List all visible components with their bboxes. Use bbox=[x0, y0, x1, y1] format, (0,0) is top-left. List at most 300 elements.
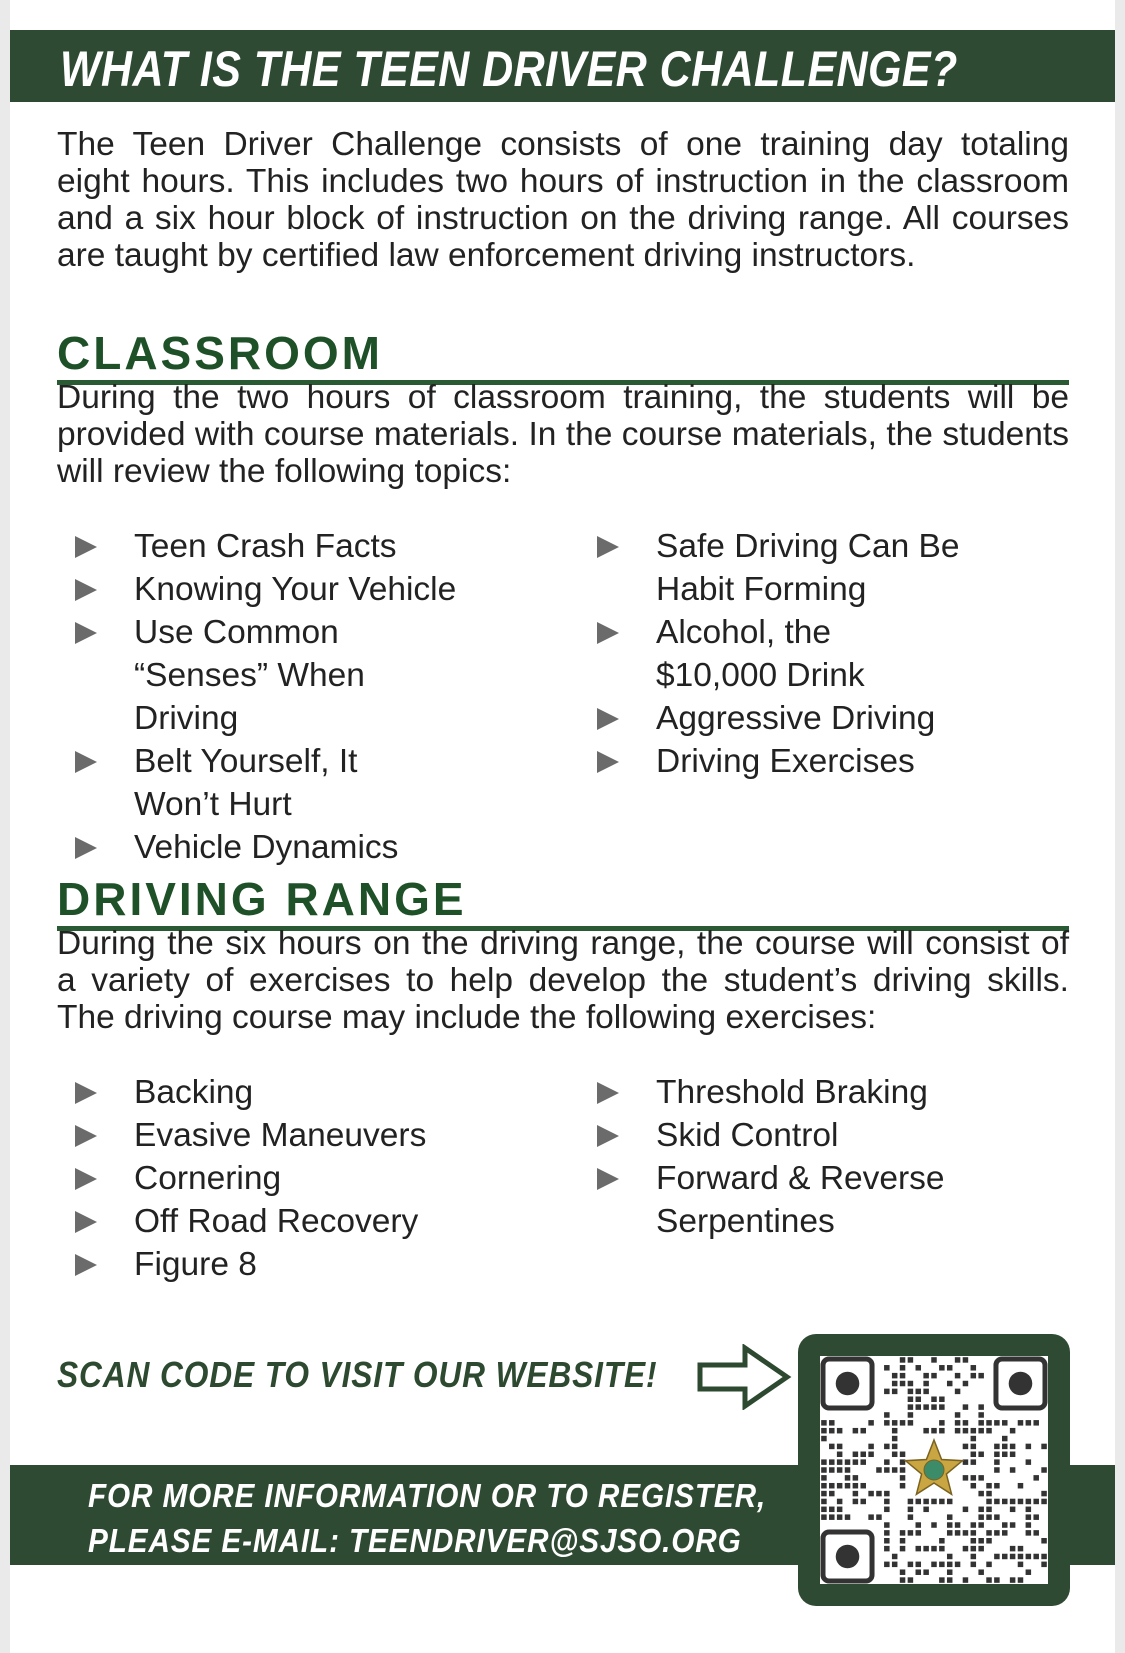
qr-module bbox=[1033, 1514, 1039, 1520]
list-item: Threshold Braking bbox=[597, 1071, 1037, 1114]
qr-module bbox=[868, 1452, 874, 1458]
qr-module bbox=[994, 1499, 1000, 1505]
qr-module bbox=[853, 1475, 859, 1481]
qr-module bbox=[916, 1404, 922, 1410]
qr-finder-pattern bbox=[823, 1532, 872, 1581]
qr-module bbox=[971, 1562, 977, 1568]
qr-module bbox=[884, 1365, 890, 1371]
qr-module bbox=[955, 1420, 961, 1426]
qr-module bbox=[853, 1459, 859, 1465]
qr-module bbox=[994, 1483, 1000, 1489]
qr-module bbox=[829, 1428, 835, 1434]
qr-module bbox=[892, 1444, 898, 1450]
qr-module bbox=[884, 1499, 890, 1505]
qr-module bbox=[955, 1522, 961, 1528]
qr-module bbox=[821, 1420, 827, 1426]
triangle-right-icon bbox=[597, 751, 619, 773]
qr-module bbox=[978, 1507, 984, 1513]
qr-module bbox=[923, 1389, 929, 1395]
qr-module bbox=[931, 1428, 937, 1434]
qr-module bbox=[884, 1562, 890, 1568]
qr-module bbox=[908, 1577, 914, 1583]
list-item: Cornering bbox=[75, 1157, 515, 1200]
qr-module bbox=[971, 1530, 977, 1536]
qr-module bbox=[884, 1444, 890, 1450]
qr-module bbox=[986, 1514, 992, 1520]
qr-module bbox=[908, 1530, 914, 1536]
qr-module bbox=[916, 1546, 922, 1552]
qr-module bbox=[1018, 1483, 1024, 1489]
qr-module bbox=[978, 1538, 984, 1544]
qr-module bbox=[821, 1428, 827, 1434]
qr-module bbox=[1026, 1499, 1032, 1505]
qr-module bbox=[931, 1562, 937, 1568]
qr-module bbox=[845, 1514, 851, 1520]
qr-module bbox=[978, 1373, 984, 1379]
qr-module bbox=[821, 1507, 827, 1513]
qr-module bbox=[1041, 1467, 1047, 1473]
qr-module bbox=[829, 1507, 835, 1513]
qr-module bbox=[939, 1396, 945, 1402]
list-item: Teen Crash Facts bbox=[75, 525, 515, 568]
qr-module bbox=[900, 1420, 906, 1426]
triangle-right-icon bbox=[597, 536, 619, 558]
qr-module bbox=[986, 1499, 992, 1505]
qr-module bbox=[853, 1483, 859, 1489]
qr-module bbox=[939, 1404, 945, 1410]
qr-module bbox=[939, 1499, 945, 1505]
qr-module bbox=[947, 1562, 953, 1568]
qr-module bbox=[923, 1404, 929, 1410]
qr-module bbox=[971, 1522, 977, 1528]
triangle-right-icon bbox=[75, 751, 97, 773]
qr-module bbox=[978, 1428, 984, 1434]
qr-module bbox=[947, 1554, 953, 1560]
qr-module bbox=[963, 1475, 969, 1481]
qr-module bbox=[837, 1444, 843, 1450]
qr-module bbox=[978, 1404, 984, 1410]
qr-module bbox=[837, 1459, 843, 1465]
qr-module bbox=[837, 1514, 843, 1520]
qr-module bbox=[971, 1365, 977, 1371]
qr-module bbox=[884, 1530, 890, 1536]
qr-module bbox=[978, 1420, 984, 1426]
qr-module bbox=[994, 1420, 1000, 1426]
qr-module bbox=[1026, 1459, 1032, 1465]
qr-module bbox=[853, 1452, 859, 1458]
qr-module bbox=[1033, 1554, 1039, 1560]
qr-module bbox=[939, 1428, 945, 1434]
qr-module bbox=[963, 1546, 969, 1552]
qr-module bbox=[837, 1428, 843, 1434]
qr-module bbox=[900, 1577, 906, 1583]
qr-module bbox=[892, 1381, 898, 1387]
qr-module bbox=[1041, 1562, 1047, 1568]
classroom-heading: CLASSROOM bbox=[57, 330, 1069, 385]
qr-module bbox=[900, 1483, 906, 1489]
qr-module bbox=[829, 1420, 835, 1426]
qr-module bbox=[1026, 1530, 1032, 1536]
triangle-right-icon bbox=[597, 1168, 619, 1190]
qr-module bbox=[931, 1499, 937, 1505]
qr-module bbox=[829, 1491, 835, 1497]
qr-module bbox=[986, 1538, 992, 1544]
qr-module bbox=[971, 1373, 977, 1379]
qr-module bbox=[978, 1546, 984, 1552]
qr-module bbox=[1002, 1444, 1008, 1450]
qr-module bbox=[971, 1554, 977, 1560]
triangle-right-icon bbox=[75, 536, 97, 558]
qr-module bbox=[1002, 1554, 1008, 1560]
qr-module bbox=[1018, 1499, 1024, 1505]
list-item: Skid Control bbox=[597, 1114, 1037, 1157]
list-item: Belt Yourself, It Won’t Hurt bbox=[75, 740, 434, 826]
list-item: Figure 8 bbox=[75, 1243, 515, 1286]
triangle-right-icon bbox=[75, 622, 97, 644]
qr-module bbox=[1010, 1507, 1016, 1513]
qr-module bbox=[845, 1475, 851, 1481]
sheriff-star-badge-icon bbox=[906, 1440, 963, 1494]
qr-module bbox=[884, 1467, 890, 1473]
qr-module bbox=[821, 1483, 827, 1489]
qr-module bbox=[971, 1436, 977, 1442]
qr-module bbox=[900, 1365, 906, 1371]
qr-module bbox=[963, 1404, 969, 1410]
qr-module bbox=[821, 1459, 827, 1465]
qr-module bbox=[900, 1538, 906, 1544]
qr-module bbox=[900, 1530, 906, 1536]
qr-module bbox=[971, 1538, 977, 1544]
qr-module bbox=[923, 1546, 929, 1552]
qr-module bbox=[971, 1459, 977, 1465]
qr-module bbox=[908, 1499, 914, 1505]
qr-module bbox=[963, 1577, 969, 1583]
qr-module bbox=[1041, 1554, 1047, 1560]
qr-module bbox=[1041, 1538, 1047, 1544]
qr-module bbox=[986, 1483, 992, 1489]
qr-module bbox=[986, 1507, 992, 1513]
qr-module bbox=[876, 1514, 882, 1520]
qr-module bbox=[892, 1467, 898, 1473]
qr-module bbox=[908, 1381, 914, 1387]
triangle-right-icon bbox=[75, 579, 97, 601]
qr-finder-pattern bbox=[823, 1359, 872, 1408]
triangle-right-icon bbox=[597, 622, 619, 644]
driving-range-heading: DRIVING RANGE bbox=[57, 876, 1069, 931]
qr-module bbox=[1002, 1420, 1008, 1426]
qr-module bbox=[986, 1562, 992, 1568]
qr-module bbox=[947, 1514, 953, 1520]
qr-module bbox=[821, 1475, 827, 1481]
qr-module bbox=[1026, 1569, 1032, 1575]
qr-module bbox=[978, 1412, 984, 1418]
qr-finder-pattern bbox=[996, 1359, 1045, 1408]
qr-module bbox=[829, 1514, 835, 1520]
qr-module bbox=[986, 1530, 992, 1536]
triangle-right-icon bbox=[75, 1254, 97, 1276]
list-item: Off Road Recovery bbox=[75, 1200, 515, 1243]
qr-module bbox=[947, 1569, 953, 1575]
qr-module bbox=[821, 1467, 827, 1473]
qr-module bbox=[994, 1467, 1000, 1473]
qr-module bbox=[892, 1389, 898, 1395]
triangle-right-icon bbox=[75, 1211, 97, 1233]
qr-module bbox=[971, 1475, 977, 1481]
qr-module bbox=[1026, 1514, 1032, 1520]
qr-module bbox=[931, 1357, 937, 1363]
qr-module bbox=[829, 1467, 835, 1473]
list-item: Backing bbox=[75, 1071, 515, 1114]
qr-module bbox=[923, 1499, 929, 1505]
qr-module bbox=[908, 1420, 914, 1426]
qr-module bbox=[1010, 1522, 1016, 1528]
qr-module bbox=[908, 1514, 914, 1520]
qr-module bbox=[900, 1546, 906, 1552]
qr-module bbox=[923, 1373, 929, 1379]
qr-module bbox=[916, 1389, 922, 1395]
list-item: Evasive Maneuvers bbox=[75, 1114, 515, 1157]
qr-module bbox=[868, 1420, 874, 1426]
qr-module bbox=[1018, 1420, 1024, 1426]
qr-module bbox=[900, 1569, 906, 1575]
qr-module bbox=[884, 1538, 890, 1544]
scan-code-callout: SCAN CODE TO VISIT OUR WEBSITE! bbox=[57, 1354, 658, 1395]
qr-module bbox=[939, 1562, 945, 1568]
list-item: Alcohol, the $10,000 Drink bbox=[597, 611, 926, 697]
qr-module bbox=[986, 1420, 992, 1426]
qr-module bbox=[908, 1412, 914, 1418]
triangle-right-icon bbox=[75, 1125, 97, 1147]
qr-module bbox=[994, 1530, 1000, 1536]
qr-module bbox=[1002, 1499, 1008, 1505]
qr-module bbox=[1018, 1577, 1024, 1583]
qr-code-frame bbox=[798, 1334, 1070, 1606]
qr-module bbox=[963, 1507, 969, 1513]
qr-module bbox=[821, 1491, 827, 1497]
qr-module bbox=[963, 1530, 969, 1536]
qr-module bbox=[884, 1420, 890, 1426]
qr-module bbox=[916, 1365, 922, 1371]
qr-module bbox=[971, 1444, 977, 1450]
qr-module bbox=[1010, 1554, 1016, 1560]
qr-module bbox=[1041, 1491, 1047, 1497]
qr-module bbox=[1041, 1499, 1047, 1505]
qr-module bbox=[908, 1389, 914, 1395]
qr-module bbox=[994, 1554, 1000, 1560]
qr-code[interactable] bbox=[820, 1356, 1048, 1584]
qr-module bbox=[860, 1459, 866, 1465]
qr-module bbox=[829, 1459, 835, 1465]
qr-module bbox=[1033, 1530, 1039, 1536]
qr-module bbox=[821, 1499, 827, 1505]
qr-module bbox=[837, 1507, 843, 1513]
list-item: Vehicle Dynamics bbox=[75, 826, 515, 869]
qr-module bbox=[884, 1412, 890, 1418]
qr-module bbox=[923, 1381, 929, 1387]
list-item: Knowing Your Vehicle bbox=[75, 568, 515, 611]
page-title: WHAT IS THE TEEN DRIVER CHALLENGE? bbox=[60, 41, 958, 97]
qr-module bbox=[1018, 1562, 1024, 1568]
qr-module bbox=[939, 1577, 945, 1583]
qr-module bbox=[947, 1530, 953, 1536]
qr-module bbox=[947, 1499, 953, 1505]
qr-module bbox=[955, 1412, 961, 1418]
qr-module bbox=[900, 1373, 906, 1379]
qr-module bbox=[994, 1452, 1000, 1458]
qr-module bbox=[994, 1444, 1000, 1450]
qr-module bbox=[884, 1459, 890, 1465]
qr-module bbox=[900, 1475, 906, 1481]
qr-module bbox=[916, 1396, 922, 1402]
qr-module bbox=[971, 1428, 977, 1434]
qr-module bbox=[923, 1428, 929, 1434]
qr-module bbox=[931, 1546, 937, 1552]
qr-module bbox=[829, 1444, 835, 1450]
qr-module bbox=[853, 1428, 859, 1434]
classroom-topics-right bbox=[597, 525, 1037, 783]
qr-module bbox=[860, 1483, 866, 1489]
qr-module bbox=[923, 1569, 929, 1575]
qr-module bbox=[1026, 1522, 1032, 1528]
qr-module bbox=[1033, 1420, 1039, 1426]
qr-module bbox=[916, 1499, 922, 1505]
qr-module bbox=[1026, 1554, 1032, 1560]
qr-module bbox=[1010, 1428, 1016, 1434]
qr-module bbox=[978, 1514, 984, 1520]
list-item: Driving Exercises bbox=[597, 740, 1037, 783]
qr-module bbox=[884, 1389, 890, 1395]
qr-module bbox=[853, 1491, 859, 1497]
qr-module bbox=[947, 1365, 953, 1371]
qr-module bbox=[963, 1420, 969, 1426]
driving-range-exercises-right bbox=[597, 1071, 1037, 1243]
qr-module bbox=[900, 1467, 906, 1473]
triangle-right-icon bbox=[597, 1082, 619, 1104]
qr-module bbox=[978, 1522, 984, 1528]
qr-module bbox=[1002, 1436, 1008, 1442]
list-item: Forward & Reverse Serpentines bbox=[597, 1157, 986, 1243]
qr-module bbox=[1010, 1546, 1016, 1552]
qr-module bbox=[963, 1428, 969, 1434]
qr-module bbox=[978, 1569, 984, 1575]
qr-module bbox=[931, 1373, 937, 1379]
qr-code-image bbox=[820, 1356, 1048, 1584]
qr-module bbox=[829, 1483, 835, 1489]
qr-module bbox=[986, 1428, 992, 1434]
qr-module bbox=[837, 1499, 843, 1505]
register-email-line[interactable]: PLEASE E-MAIL: TEENDRIVER@SJSO.ORG bbox=[88, 1522, 742, 1559]
qr-module bbox=[1010, 1577, 1016, 1583]
qr-module bbox=[994, 1459, 1000, 1465]
qr-module bbox=[892, 1452, 898, 1458]
triangle-right-icon bbox=[597, 1125, 619, 1147]
qr-module bbox=[1026, 1420, 1032, 1426]
qr-module bbox=[939, 1538, 945, 1544]
qr-module bbox=[908, 1396, 914, 1402]
qr-module bbox=[900, 1357, 906, 1363]
qr-module bbox=[978, 1491, 984, 1497]
qr-module bbox=[876, 1467, 882, 1473]
qr-module bbox=[884, 1491, 890, 1497]
qr-module bbox=[1033, 1499, 1039, 1505]
qr-module bbox=[821, 1514, 827, 1520]
triangle-right-icon bbox=[75, 1082, 97, 1104]
qr-module bbox=[892, 1562, 898, 1568]
qr-module bbox=[1002, 1452, 1008, 1458]
qr-module bbox=[868, 1491, 874, 1497]
qr-module bbox=[994, 1514, 1000, 1520]
qr-module bbox=[1010, 1452, 1016, 1458]
qr-module bbox=[884, 1507, 890, 1513]
qr-module bbox=[1002, 1530, 1008, 1536]
qr-module bbox=[931, 1404, 937, 1410]
qr-module bbox=[860, 1452, 866, 1458]
qr-module bbox=[1041, 1444, 1047, 1450]
qr-module bbox=[963, 1444, 969, 1450]
qr-module bbox=[955, 1389, 961, 1395]
qr-module bbox=[963, 1357, 969, 1363]
qr-module bbox=[994, 1577, 1000, 1583]
qr-module bbox=[837, 1452, 843, 1458]
qr-module bbox=[853, 1499, 859, 1505]
driving-range-description: During the six hours on the driving range, the course will consist of a variety of exercises to help develop the student’s driving skills. The driving course may include the following exercises: bbox=[57, 925, 1069, 1036]
qr-module bbox=[900, 1452, 906, 1458]
arrow-right-outline-icon bbox=[697, 1344, 792, 1410]
list-item: Aggressive Driving bbox=[597, 697, 1037, 740]
qr-module bbox=[845, 1467, 851, 1473]
qr-module bbox=[931, 1396, 937, 1402]
qr-module bbox=[892, 1373, 898, 1379]
qr-module bbox=[884, 1522, 890, 1528]
classroom-description: During the two hours of classroom training, the students will be provided with course materials. In the course materials, the students will review the following topics: bbox=[57, 379, 1069, 490]
qr-module bbox=[986, 1491, 992, 1497]
qr-module bbox=[939, 1546, 945, 1552]
qr-module bbox=[955, 1357, 961, 1363]
qr-module bbox=[868, 1444, 874, 1450]
driving-range-exercises-left bbox=[75, 1071, 515, 1286]
qr-module bbox=[963, 1381, 969, 1387]
qr-module bbox=[931, 1522, 937, 1528]
qr-module bbox=[947, 1522, 953, 1528]
qr-module bbox=[821, 1436, 827, 1442]
qr-module bbox=[916, 1569, 922, 1575]
qr-module bbox=[947, 1381, 953, 1387]
qr-module bbox=[892, 1420, 898, 1426]
list-item: Safe Driving Can Be Habit Forming bbox=[597, 525, 966, 611]
qr-module bbox=[939, 1365, 945, 1371]
qr-module bbox=[971, 1483, 977, 1489]
qr-module bbox=[837, 1483, 843, 1489]
list-item: Use Common “Senses” When Driving bbox=[75, 611, 454, 740]
title-banner bbox=[10, 30, 1115, 102]
qr-module bbox=[837, 1467, 843, 1473]
qr-module bbox=[939, 1420, 945, 1426]
qr-module bbox=[955, 1428, 961, 1434]
qr-module bbox=[868, 1514, 874, 1520]
qr-module bbox=[1018, 1554, 1024, 1560]
qr-module bbox=[908, 1404, 914, 1410]
qr-module bbox=[986, 1577, 992, 1583]
qr-module bbox=[971, 1452, 977, 1458]
qr-module bbox=[845, 1483, 851, 1489]
triangle-right-icon bbox=[75, 1168, 97, 1190]
qr-module bbox=[955, 1373, 961, 1379]
qr-module bbox=[1010, 1467, 1016, 1473]
qr-module bbox=[1002, 1522, 1008, 1528]
qr-module bbox=[971, 1546, 977, 1552]
qr-module bbox=[1033, 1475, 1039, 1481]
qr-module bbox=[947, 1577, 953, 1583]
